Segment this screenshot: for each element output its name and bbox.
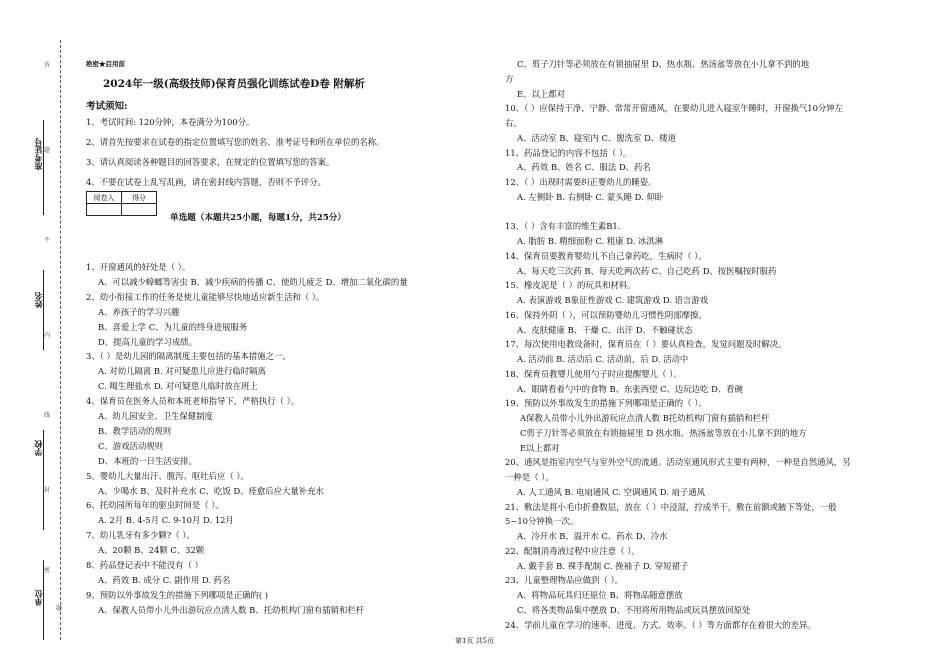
question-option: A、冷开水 B、温开水 C、药水 D、冷水	[517, 531, 668, 541]
question-option: A. 表演游戏 B象征性游戏 C. 建筑游戏 D. 语言游戏	[517, 295, 709, 305]
question-stem: 6、托幼园所每年的驱虫时间是（ ）。	[86, 500, 224, 511]
question-option: C. 喝生理盐水 D. 对可疑患儿临时放在班上	[98, 381, 258, 392]
score-table-header: 阅卷人	[87, 192, 122, 204]
question-option: A、将物品玩具归还原位 B、将物品随意摆放	[517, 590, 683, 600]
question-option: A、20颗 B、24颗 C、32颗	[98, 545, 205, 556]
question-stem: 22、配制消毒液过程中应注意（ ）。	[505, 545, 640, 556]
seal-line	[60, 40, 61, 640]
question-stem: 24、学前儿童在学习的速率、进度、方式、效率、（ ）等方面都存在着很大的差异。	[505, 619, 816, 630]
secret-mark: 绝密★启用前	[86, 60, 125, 68]
question-stem: 19、预防以外事故发生的措施下列哪项是正确的（ ）。	[505, 398, 707, 409]
question-option: A. 戴手套 B. 裸手配制 C. 挽袖子 D. 穿短裙子	[517, 560, 689, 571]
notice-item: 4、不要在试卷上乱写乱画，请在密封线内答题，否则不予评分。	[86, 177, 326, 187]
question-option: A、药效 B、姓名 C、服法 D、药名	[517, 162, 651, 173]
question-option: A、每天吃三次药 B、每天吃两次药 C、自己吃药 D、按医嘱按时服药	[517, 265, 777, 276]
question-option: A、活动室 B、寝室内 C、盥洗室 D、楼道	[517, 132, 676, 143]
question-option: A、少喝水 B、及时补充水 C、吃饭 D、痊愈后应大量补充水	[98, 485, 324, 496]
question-stem: 8、药品登记表中不能没有（ ）	[86, 560, 203, 570]
question-stem: 3、（ ）是幼儿园的隔离制度主要包括的基本措施之一。	[86, 351, 291, 362]
question-option: E以上都对	[520, 442, 560, 453]
notice-item: 1、考试时间: 120分钟，本卷满分为100分。	[86, 117, 255, 127]
question-option: A、养孩子的学习兴趣	[98, 306, 180, 317]
score-cell[interactable]	[122, 204, 157, 216]
question-stem: 23、儿童整理物品应做到（ ）。	[505, 575, 623, 586]
seal-char: 题	[44, 147, 51, 154]
notice-heading: 考试须知:	[86, 101, 128, 112]
question-option: A、药效 B. 成分 C. 副作用 D. 药名	[98, 574, 231, 585]
name-label: 姓名	[33, 292, 43, 308]
question-option: 右。	[505, 118, 522, 128]
question-option: A、幼儿园安全、卫生保健制度	[98, 411, 213, 421]
question-option: C、剪子刀针等必须放在有锁抽屉里 D、热水瓶、热汤盆等放在小儿拿不到的地	[517, 59, 810, 69]
score-table	[86, 191, 157, 216]
seal-char: 内	[44, 332, 51, 339]
question-option: C、将各类物品集中摆放 D、不用将所用物品或玩具摆放回原处	[517, 604, 751, 615]
question-stem: 14、保育员要教育婴幼儿不自己拿药吃，生病时（ ）。	[505, 250, 707, 261]
score-cell[interactable]	[87, 204, 122, 216]
question-option: A. 对幼儿隔离 B. 对可疑患儿应进行临时隔离	[98, 366, 266, 377]
question-option: A. 脂肪 B. 精细面粉 C. 粗康 D. 冰淇淋	[517, 236, 664, 246]
notice-item: 3、请认真阅读各种题目的回答要求，在规定的位置填写您的答案。	[86, 157, 335, 167]
score-table-header: 得分	[122, 192, 157, 204]
seal-char: 封	[44, 487, 51, 494]
question-stem: 13、（ ）含有丰富的维生素B1.	[505, 221, 621, 232]
question-option: A. 2月 B. 4-5月 C. 9-10月 D. 12月	[98, 515, 234, 526]
question-stem: 16、保持外阴（ ），可以预防婴幼儿习惯性阴部摩擦。	[505, 309, 707, 320]
question-option: D、本班的一日生活安排。	[98, 455, 197, 466]
page-footer: 第1页 共5页	[455, 637, 495, 645]
question-option: B、教学活动的规则	[98, 425, 172, 436]
question-stem: 9、预防以外事故发生的措施下列哪项是正确的( )	[86, 589, 269, 600]
question-option: B、喜爱上学 C、为儿童的终身进展服务	[98, 321, 248, 332]
question-stem: 7、幼儿乳牙有多少颗?（ ）。	[86, 530, 195, 541]
question-option: A. 人工通风 B. 电扇通风 C. 空调通风 D. 扇子通风	[517, 486, 706, 497]
question-option: 一种是（ ）。	[505, 472, 554, 482]
question-option: D、提高儿童的学习成绩。	[98, 336, 197, 347]
question-stem: 4、保育员在医务人员和本班老师指导下，严格执行（ ）。	[86, 396, 300, 407]
question-stem: 12、（ ）出现时需要纠正婴幼儿的睡姿。	[505, 177, 657, 187]
question-stem: 17、每次使用电教设备时，保育员在（ ）要认真检查，发觉问题及时解决。	[505, 339, 787, 350]
question-option: E、以上都对	[517, 88, 565, 99]
question-stem: 20、通风是指室内空气与室外空气的流通。活动室通风形式主要有两种，一种是自然通风，另	[505, 457, 851, 468]
question-stem: 2、幼小衔接工作的任务是使儿童能够尽快地适应新生活和（ ）。	[86, 291, 325, 302]
question-option: A保教人员带小儿外出游玩应点清人数 B托幼机构门窗有插销和栏杆	[520, 413, 770, 423]
seal-char: 不	[44, 237, 51, 244]
question-option: A、可以减少蟑螂等害虫 B、减少疾病的传播 C、使幼儿疲乏 D、增加二氧化碳的量	[98, 276, 408, 287]
question-stem: 10、（ ）应保持干净、宁静、常常开窗通风，在要幼儿进入寝室午睡时，开窗换气10分钟左	[505, 103, 844, 114]
question-option: A. 左侧卧 B. 右侧卧 C. 蒙头睡 D. 仰卧	[517, 191, 664, 202]
question-stem: 11、药品登记的内容不包括（ ）。	[505, 147, 632, 158]
question-option: A、眼睛看着勺中的食物 B、东张西望 C、边玩边吃 D、看碗	[517, 383, 743, 394]
page-title: 2024年一级(高级技师)保育员强化训练试卷D卷 附解析	[103, 78, 365, 90]
question-stem: 5~10分钟换一次。	[505, 516, 579, 527]
exam-number-underline	[43, 120, 44, 215]
seal-char: 线	[44, 412, 51, 419]
question-option: C、游戏活动规则	[98, 440, 164, 451]
school-underline	[43, 430, 44, 530]
question-stem: 18、保育员教婴儿使用勺子时应提醒婴儿（ ）。	[505, 368, 682, 379]
question-option: 方	[505, 73, 514, 84]
seal-char: 题	[56, 605, 63, 612]
question-option: C剪子刀针等必须放在有锁抽屉里 D 热水瓶、热汤盆等放在小儿拿不到的地方	[520, 427, 807, 438]
question-stem: 21、敷法是将小毛巾折叠数层，放在（ ）中浸湿，拧成半干，敷在前额或腋下等处，一般	[505, 501, 837, 512]
section-title: 单选题（本题共25小题，每题1分，共25分）	[170, 213, 346, 223]
question-stem: 15、橡皮泥是（ ）的玩具和材料。	[505, 280, 636, 291]
question-option: A、保教人员带小儿外出游玩应点清人数 B、托幼机构门窗有插销和栏杆	[98, 604, 365, 615]
notice-item: 2、请首先按要求在试卷的指定位置填写您的姓名、准考证号和所在单位的名称。	[86, 137, 385, 147]
question-option: A、皮肤健康 B、干燥 C、出汗 D、不触碰状态	[517, 324, 693, 335]
question-option: A. 活动前 B. 活动后 C. 活动前，后 D. 活动中	[517, 354, 689, 364]
seal-char: 答	[44, 62, 51, 69]
question-stem: 5、婴幼儿大量出汗、腹泻、呕吐后应（ ）。	[86, 470, 249, 481]
school-label: 学校	[33, 440, 43, 456]
unit-label: 单位	[33, 590, 43, 606]
seal-char: 密	[44, 567, 51, 574]
exam-number-label: 准考证号	[33, 138, 43, 170]
question-stem: 1、开窗通风的好处是（ ）。	[86, 262, 191, 272]
